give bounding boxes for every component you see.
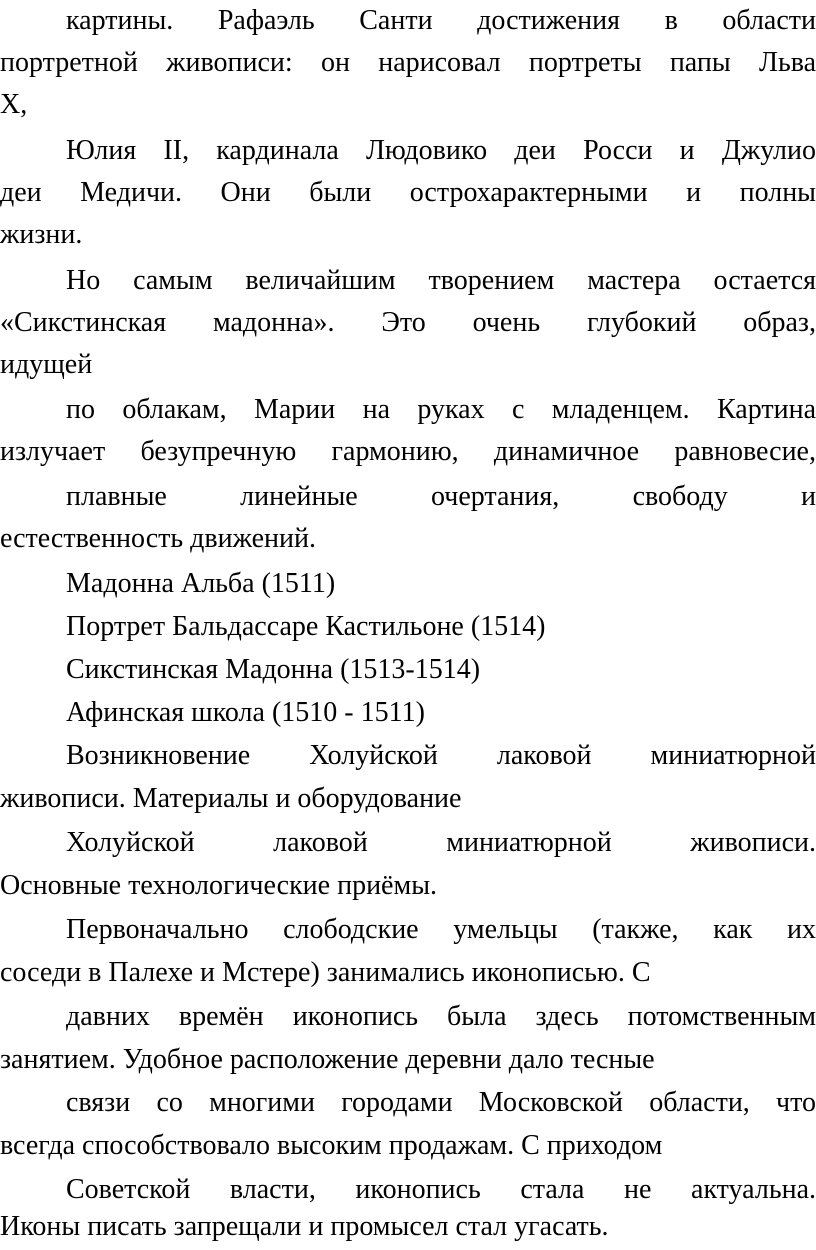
text-line: X, — [0, 89, 28, 120]
text-line: Первоначально слободские умельцы (также, как их — [66, 914, 816, 945]
text-line: живописи. Материалы и оборудование — [0, 783, 462, 814]
text-line: соседи в Палехе и Мстере) занимались иконописью. С — [0, 957, 651, 988]
text-line: Советской власти, иконопись стала не актуальна. — [66, 1174, 816, 1205]
text-line: Холуйской лаковой миниатюрной живописи. — [66, 827, 816, 858]
text-line: плавные линейные очертания, свободу и — [66, 481, 816, 512]
list-item: Портрет Бальдассаре Кастильоне (1514) — [66, 611, 546, 642]
text-line: связи со многими городами Московской области, что — [66, 1087, 816, 1118]
list-item: Мадонна Альба (1511) — [66, 568, 336, 599]
list-item: Сикстинская Мадонна (1513-1514) — [66, 654, 481, 685]
list-item: Афинская школа (1510 - 1511) — [66, 697, 425, 728]
text-line: жизни. — [0, 219, 83, 250]
text-line: Иконы писать запрещали и промысел стал угасать. — [0, 1211, 609, 1242]
text-line: Юлия II, кардинала Людовико деи Росси и Джулио — [66, 135, 816, 166]
text-line: излучает безупречную гармонию, динамичное равновесие, — [0, 436, 816, 467]
text-line: «Сикстинская мадонна». Это очень глубокий образ, — [0, 307, 816, 338]
text-line: занятием. Удобное расположение деревни дало тесные — [0, 1044, 655, 1075]
text-line: по облакам, Марии на руках с младенцем. Картина — [66, 394, 816, 425]
text-line: давних времён иконопись была здесь потомственным — [66, 1001, 816, 1032]
text-line: Но самым величайшим творением мастера остается — [66, 265, 816, 296]
text-line: Основные технологические приёмы. — [0, 870, 438, 901]
text-line: идущей — [0, 349, 93, 380]
text-line: портретной живописи: он нарисовал портреты папы Льва — [0, 47, 816, 78]
text-line: естественность движений. — [0, 523, 316, 554]
text-line: Возникновение Холуйской лаковой миниатюрной — [66, 740, 816, 771]
text-line: всегда способствовало высоким продажам. С приходом — [0, 1130, 663, 1161]
text-line: картины. Рафаэль Санти достижения в области — [66, 5, 816, 36]
text-line: деи Медичи. Они были острохарактерными и полны — [0, 177, 816, 208]
